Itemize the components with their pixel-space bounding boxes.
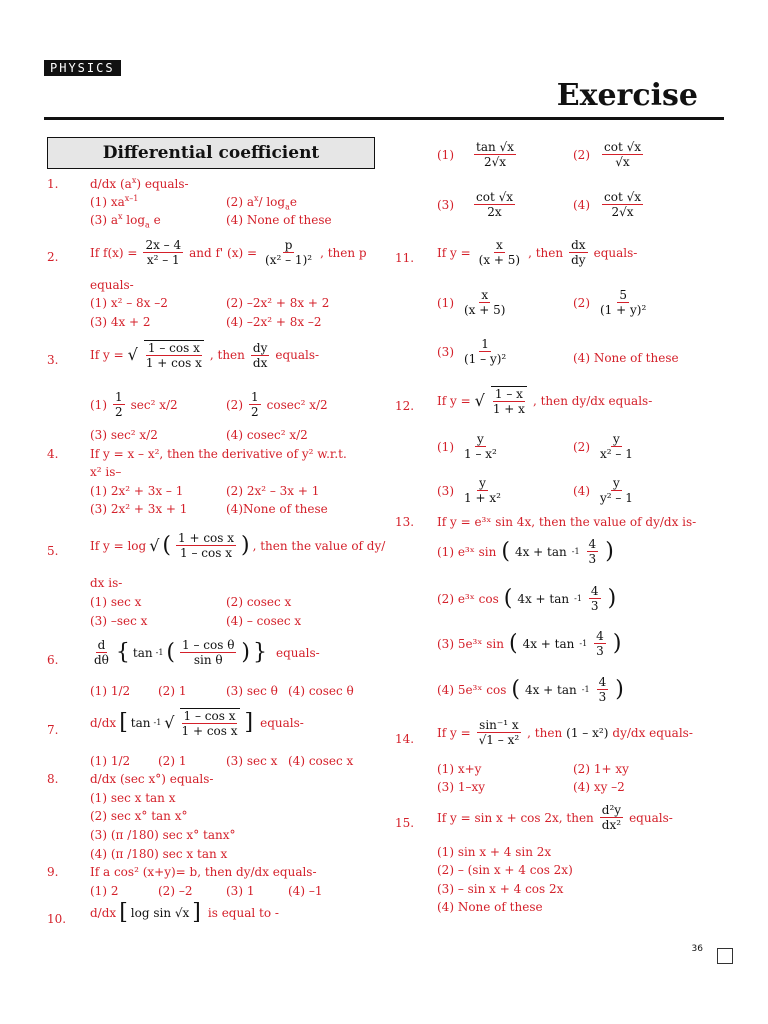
sqrt-icon: √ <box>127 345 138 364</box>
q9-option-4: (4) –1 <box>288 884 323 898</box>
q4-option-1: (1) 2x² + 3x – 1 <box>90 484 184 498</box>
q15-option-1: (1) sin x + 4 sin 2x <box>437 845 552 859</box>
q3-derivative: $\frac{dy}{dx}$ <box>252 340 268 370</box>
q11-option-1: (1) $\frac{x}{(x + 5)}$ <box>437 288 506 317</box>
q15-option-3: (3) – sin x + 4 cos 2x <box>437 882 564 896</box>
corner-mark-icon <box>717 948 733 964</box>
q9-number: 9. <box>47 865 59 879</box>
q1-option-4: (4) None of these <box>226 213 332 227</box>
q4-option-2: (2) 2x² – 3x + 1 <box>226 484 320 498</box>
q2-option-3: (3) 4x + 2 <box>90 315 151 329</box>
page-title: Exercise <box>556 78 698 113</box>
q11-option-4: (4) None of these <box>573 351 679 365</box>
q14-number: 14. <box>395 732 415 746</box>
q14-stem: If y = $\frac{\text{sin⁻¹ x}}{\text{√1 – x²}}$ , then (1 – x²) dy/dx equals- <box>437 718 693 747</box>
q9-stem: If a cos² (x+y)= b, then dy/dx equals- <box>90 865 317 879</box>
q10-option-2: (2) $\frac{\cot √x}{√x}$ <box>573 140 641 169</box>
q5-option-2: (2) cosec x <box>226 595 292 609</box>
q12-option-4: (4) $\frac{y}{\text{y² – 1}}$ <box>573 476 633 505</box>
q11-stem: If y = $\frac{x}{(x + 5)}$ , then $\frac{dx}{dy}$ equals- <box>437 238 638 267</box>
q2-fx-fraction: $\frac{2x - 4}{\text{x² – 1}}$ <box>145 238 182 267</box>
q9-option-1: (1) 2 <box>90 884 119 898</box>
q8-stem: d/dx (sec x°) equals- <box>90 772 214 786</box>
q5-stem-end: dx is- <box>90 576 123 590</box>
q4-stem-end: x² is– <box>90 465 122 479</box>
q13-option-1: (1) e³ˣ sin ( 4x + tan -1 $\frac{4}{3}$ ) <box>437 537 614 566</box>
q10-option-1: (1) $\frac{\tan √x}{2√x}$ <box>437 140 514 169</box>
q13-option-3: (3) 5e³ˣ sin ( 4x + tan -1 $\frac{4}{3}$ ) <box>437 629 622 658</box>
q6-stem: $\frac{d}{d\theta}$ { tan -1 ( $\frac{\text{1 – cos θ}}{\text{sin θ}}$ ) } equals- <box>94 638 320 667</box>
section-heading: Differential coefficient <box>47 137 375 169</box>
q2-stem-end: equals- <box>90 278 134 292</box>
q13-number: 13. <box>395 515 415 529</box>
q3-number: 3. <box>47 353 59 367</box>
q7-stem: d/dx [ tan -1 √ $\frac{\text{1 – cos x}}{\text{1 + cos x}}$ ] equals- <box>90 709 304 738</box>
q8-option-2: (2) sec x° tan x° <box>90 809 188 823</box>
sqrt-icon: √ <box>474 391 485 410</box>
q13-stem: If y = e³ˣ sin 4x, then the value of dy/dx is- <box>437 515 697 529</box>
sqrt-icon: √ <box>164 713 175 732</box>
q15-option-2: (2) – (sin x + 4 cos 2x) <box>437 863 573 877</box>
q8-number: 8. <box>47 772 59 786</box>
q10-stem: d/dx [ log sin √x ] is equal to - <box>90 900 279 925</box>
q15-number: 15. <box>395 816 415 830</box>
q7-option-1: (1) 1/2 <box>90 754 131 768</box>
q6-number: 6. <box>47 653 59 667</box>
q5-radicand: $\frac{\text{1 + cos x}}{\text{1 – cos x}}$ <box>178 531 235 560</box>
q2-option-2: (2) –2x² + 8x + 2 <box>226 296 330 310</box>
q5-number: 5. <box>47 544 59 558</box>
q10-number: 10. <box>47 912 67 926</box>
q14-option-2: (2) 1+ xy <box>573 762 629 776</box>
q3-option-2: (2) $\frac{1}{2}$ cosec² x/2 <box>226 390 328 419</box>
q9-option-3: (3) 1 <box>226 884 255 898</box>
q13-option-4: (4) 5e³ˣ cos ( 4x + tan -1 $\frac{4}{3}$ ) <box>437 675 624 704</box>
subject-tag: PHYSICS <box>44 60 121 76</box>
q14-option-4: (4) xy –2 <box>573 780 625 794</box>
q8-option-3: (3) (π /180) sec x° tanx° <box>90 828 236 842</box>
q15-stem: If y = sin x + cos 2x, then $\frac{\text{d²y}}{\text{dx²}}$ equals- <box>437 803 673 832</box>
q9-option-2: (2) –2 <box>158 884 193 898</box>
q7-option-4: (4) cosec x <box>288 754 354 768</box>
q10-option-4: (4) $\frac{\cot √x}{2√x}$ <box>573 190 641 219</box>
q11-number: 11. <box>395 251 415 265</box>
q4-number: 4. <box>47 447 59 461</box>
q3-radicand: $\frac{\text{1 – cos x}}{\text{1 + cos x}}$ <box>145 341 202 370</box>
q12-option-3: (3) $\frac{y}{\text{1 + x²}}$ <box>437 476 501 505</box>
q14-option-3: (3) 1–xy <box>437 780 485 794</box>
q5-stem: If y = log √ ( $\frac{\text{1 + cos x}}{\text{1 – cos x}}$ ) , then the value of dy/ <box>90 531 386 560</box>
q6-option-4: (4) cosec θ <box>288 684 354 698</box>
q1-option-1: (1) $xa^{x-1}$ <box>90 194 139 209</box>
q2-option-1: (1) x² – 8x –2 <box>90 296 168 310</box>
q6-option-1: (1) 1/2 <box>90 684 131 698</box>
q7-option-2: (2) 1 <box>158 754 187 768</box>
q3-option-1: (1) $\frac{1}{2}$ sec² x/2 <box>90 390 178 419</box>
q11-option-2: (2) $\frac{5}{\text{(1 + y)²}}$ <box>573 288 647 317</box>
q12-option-2: (2) $\frac{y}{\text{x² – 1}}$ <box>573 432 633 461</box>
q7-number: 7. <box>47 723 59 737</box>
q3-option-4: (4) cosec² x/2 <box>226 428 308 442</box>
header-rule <box>44 117 724 120</box>
q8-option-4: (4) (π /180) sec x tan x <box>90 847 228 861</box>
q12-stem: If y = √ $\frac{1 - x}{1 + x}$ , then dy/dx equals- <box>437 387 653 416</box>
page-number: 36 <box>691 944 703 954</box>
q12-option-1: (1) $\frac{y}{\text{1 – x²}}$ <box>437 432 497 461</box>
q4-option-3: (3) 2x² + 3x + 1 <box>90 502 188 516</box>
q1-stem: d/dx $(a^x)$ equals- <box>90 176 189 191</box>
q4-stem: If y = x – x², then the derivative of y² w.r.t. <box>90 447 347 461</box>
q5-option-1: (1) sec x <box>90 595 142 609</box>
q14-option-1: (1) x+y <box>437 762 482 776</box>
q3-stem: If y = √ $\frac{\text{1 – cos x}}{\text{1 + cos x}}$ , then $\frac{dy}{dx}$ equals- <box>90 340 320 370</box>
q3-option-3: (3) sec² x/2 <box>90 428 158 442</box>
q1-option-3: (3) $a^x$ $\log_a e$ <box>90 212 161 230</box>
q2-fp-fraction: $\frac{p}{\text{(x² – 1)²}}$ <box>265 238 313 267</box>
q15-option-4: (4) None of these <box>437 900 543 914</box>
q6-option-2: (2) 1 <box>158 684 187 698</box>
q1-option-2: (2) $a^x/$ $\log_ae$ <box>226 194 297 212</box>
sqrt-icon: √ <box>149 535 160 555</box>
q2-number: 2. <box>47 250 59 264</box>
q12-number: 12. <box>395 399 415 413</box>
q13-option-2: (2) e³ˣ cos ( 4x + tan -1 $\frac{4}{3}$ ) <box>437 584 617 613</box>
q2-stem: If f(x) = $\frac{2x - 4}{\text{x² – 1}}$ and f' (x) = $\frac{p}{\text{(x² – 1)²}}$ , then p <box>90 238 367 267</box>
q4-option-4: (4)None of these <box>226 502 328 516</box>
q5-option-4: (4) – cosec x <box>226 614 302 628</box>
q7-option-3: (3) sec x <box>226 754 278 768</box>
q6-option-3: (3) sec θ <box>226 684 278 698</box>
q8-option-1: (1) sec x tan x <box>90 791 176 805</box>
q1-number: 1. <box>47 177 59 191</box>
q5-option-3: (3) –sec x <box>90 614 148 628</box>
q11-option-3: (3) $\frac{1}{\text{(1 – y)²}}$ <box>437 337 507 366</box>
q10-option-3: (3) $\frac{\cot √x}{2x}$ <box>437 190 513 219</box>
q2-option-4: (4) –2x² + 8x –2 <box>226 315 322 329</box>
